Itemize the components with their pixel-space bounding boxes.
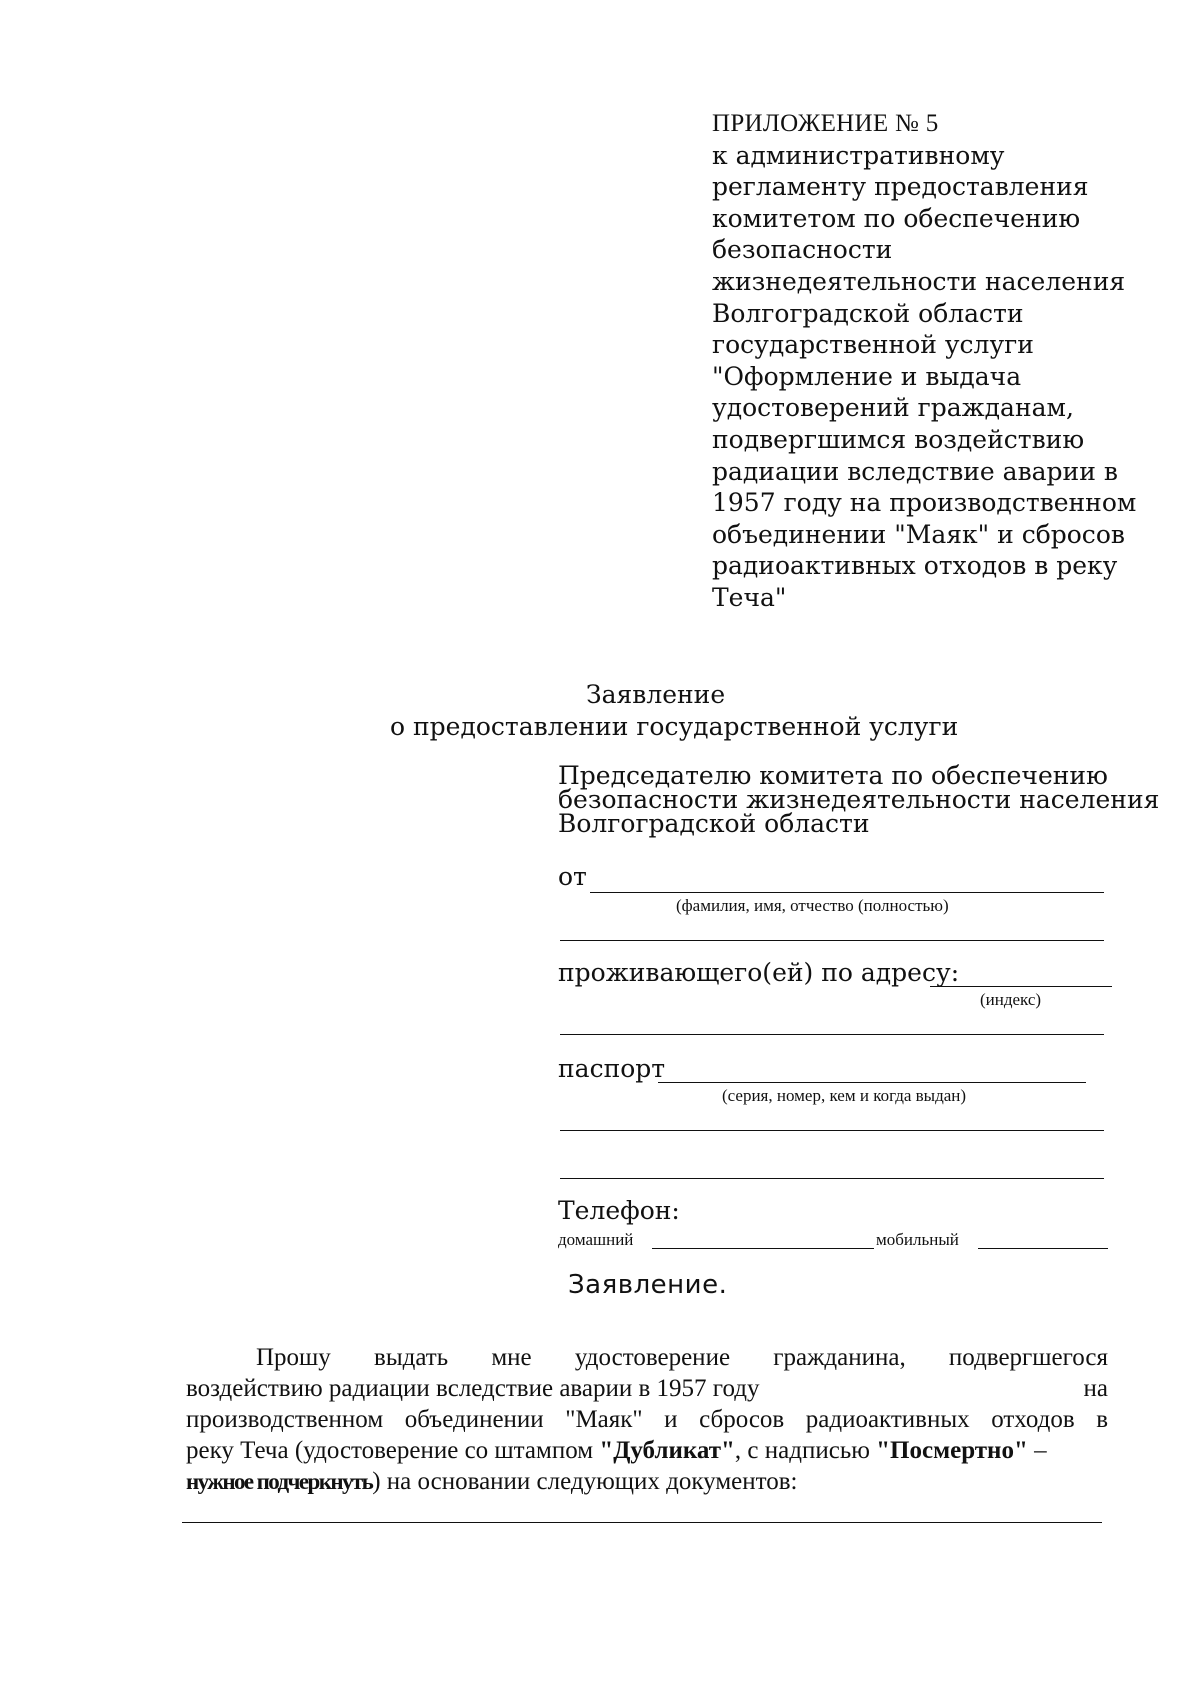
statement-body [186,1342,1108,1497]
addressee-line: Председателю комитета по обеспечению [558,761,1108,790]
appendix-line: безопасности [712,235,893,265]
word: сбросов [699,1406,785,1433]
statement-line-2 [186,1373,1108,1404]
document-title-1: Заявление [586,680,726,709]
from-label: от [558,862,587,891]
appendix-line: к административному [712,140,1005,170]
addressee-line: безопасности жизнедеятельности населения [558,785,1160,814]
appendix-line: удостоверений гражданам, [712,393,1074,423]
word: производственном [186,1406,384,1433]
passport-hint: (серия, номер, кем и когда выдан) [722,1086,967,1105]
text-segment: на [1083,1375,1108,1402]
appendix-line: Теча" [712,582,787,612]
word: объединении [404,1406,544,1433]
statement-line-5 [186,1466,1108,1497]
documents-input-line[interactable] [182,1522,1102,1523]
passport-input-line-3[interactable] [560,1178,1104,1179]
appendix-line: "Оформление и выдача [712,361,1022,391]
document-title-2: о предоставлении государственной услуги [390,712,959,741]
statement-heading: Заявление. [568,1270,728,1300]
word: и [664,1406,678,1433]
word: в [1096,1406,1108,1433]
text-segment: , с надписью [734,1437,877,1464]
word: "Маяк" [565,1406,643,1433]
text-segment: воздействию радиации вследствие аварии в 1957 году [186,1375,760,1402]
appendix-line: радиации вследствие аварии в [712,456,1118,486]
duplicate-stamp-text: "Дубликат" [599,1437,735,1464]
from-input-line[interactable] [590,892,1104,893]
from-input-line-2[interactable] [560,940,1104,941]
appendix-line: комитетом по обеспечению [712,203,1081,233]
appendix-line: объединении "Маяк" и сбросов [712,519,1125,549]
word: радиоактивных [805,1406,970,1433]
text-segment: реку Теча (удостоверение со штампом [186,1437,600,1464]
addressee-block [558,761,1160,838]
appendix-header [712,108,1152,614]
statement-line-3 [186,1404,1108,1435]
from-hint: (фамилия, имя, отчество (полностью) [676,896,949,915]
appendix-line: подвергшимся воздействию [712,424,1085,454]
text-segment: ) на основании следующих документов: [372,1468,798,1495]
word: гражданина, [773,1344,906,1371]
text-segment: – [1027,1437,1047,1464]
statement-line-1 [186,1342,1108,1373]
word: Прошу [256,1344,331,1371]
posthumous-text: "Посмертно" [876,1437,1028,1464]
home-phone-input-line[interactable] [652,1248,874,1249]
word: выдать [374,1344,449,1371]
passport-input-line[interactable] [658,1082,1086,1083]
statement-line-4 [186,1435,1108,1466]
postcode-hint: (индекс) [980,990,1042,1009]
appendix-line: регламенту предоставления [712,172,1089,202]
underline-note: нужное подчеркнуть [186,1469,373,1494]
address-input-line[interactable] [560,1034,1104,1035]
word: мне [491,1344,532,1371]
phone-label: Телефон: [558,1196,680,1225]
postcode-input-line[interactable] [930,986,1112,987]
mobile-phone-input-line[interactable] [978,1248,1108,1249]
addressee-line: Волгоградской области [558,809,870,838]
mobile-phone-label: мобильный [876,1230,959,1249]
word: отходов [991,1406,1075,1433]
appendix-line: радиоактивных отходов в реку [712,551,1118,581]
passport-input-line-2[interactable] [560,1130,1104,1131]
word: подвергшегося [948,1344,1108,1371]
appendix-title: ПРИЛОЖЕНИЕ № 5 [712,110,939,137]
word: удостоверение [574,1344,731,1371]
appendix-line: Волгоградской области [712,298,1024,328]
home-phone-label: домашний [558,1230,634,1249]
appendix-line: 1957 году на производственном [712,488,1137,518]
passport-label: паспорт [558,1054,666,1083]
appendix-line: жизнедеятельности населения [712,266,1126,296]
address-label: проживающего(ей) по адресу: [558,958,960,987]
appendix-line: государственной услуги [712,330,1034,360]
